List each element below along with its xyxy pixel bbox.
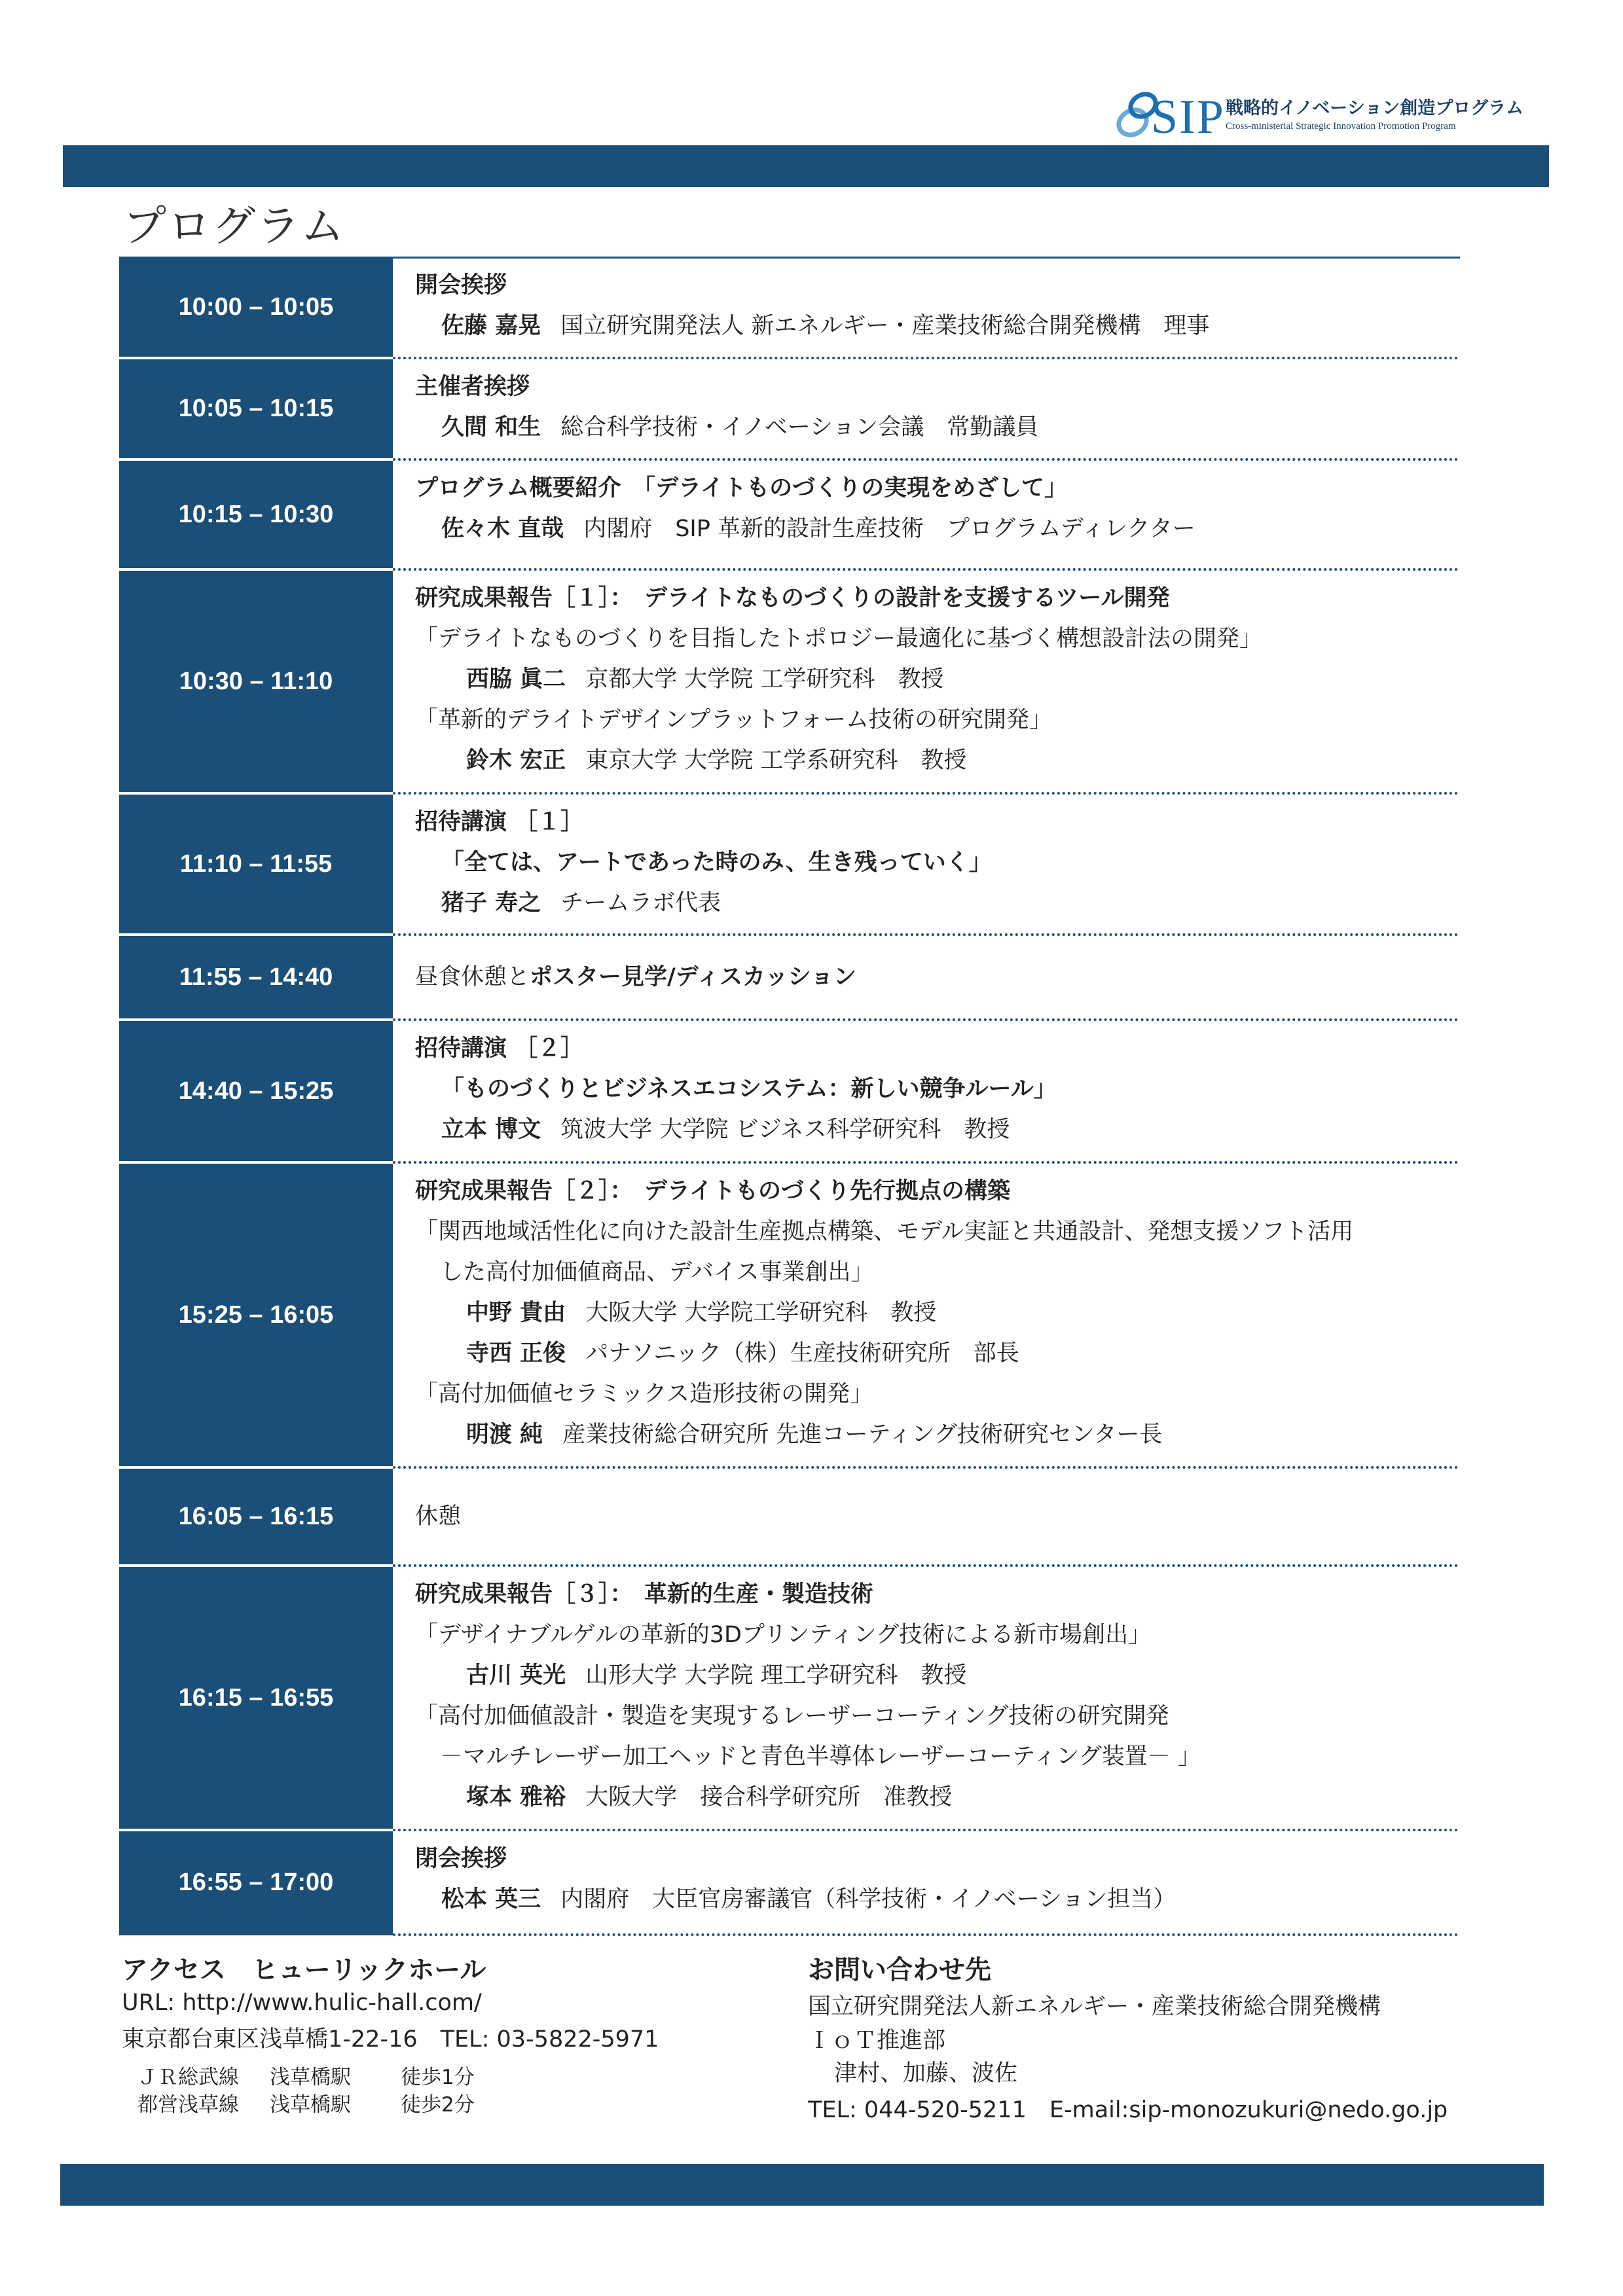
speaker-name: 久間 和生 [441, 414, 541, 440]
time-slot: 10:30 – 11:10 [179, 667, 333, 695]
session-title: ポスター見学/ディスカッション [530, 964, 856, 990]
session-text-line [415, 1177, 1010, 1206]
speaker-name: 塚本 雅裕 [466, 1784, 566, 1810]
session-title: 招待講演 ［１］ [415, 809, 584, 835]
session-text: 「高付加価値設計・製造を実現するレーザーコーティング技術の研究開発 [415, 1703, 1169, 1729]
speaker-name: 佐々木 直哉 [441, 516, 564, 542]
page-title: プログラム [123, 201, 346, 251]
speaker-line [466, 746, 966, 775]
contact-department: ＩｏＴ推進部 [808, 2028, 946, 2054]
route-line: 都営浅草線 [137, 2093, 239, 2117]
contact-tel-email[interactable]: TEL: 044-520-5211 E-mail:sip-monozukuri@nedo.go.jp [808, 2097, 1448, 2123]
session-text-line [415, 624, 1262, 653]
route-station: 浅草橋駅 [270, 2093, 351, 2117]
session-title: 研究成果報告［２］： デライトものづくり先行拠点の構築 [415, 1178, 1010, 1204]
contact-organization: 国立研究開発法人新エネルギー・産業技術総合開発機構 [808, 1994, 1381, 2020]
speaker-name: 明渡 純 [466, 1422, 543, 1448]
session-text-line [415, 1580, 873, 1609]
program-row [119, 1020, 1459, 1162]
speaker-line [441, 889, 721, 918]
speaker-affiliation: 産業技術総合研究所 先進コーティング技術研究センター長 [562, 1422, 1163, 1448]
time-slot: 11:55 – 14:40 [179, 963, 333, 991]
time-slot: 16:15 – 16:55 [178, 1683, 334, 1712]
speaker-name: 立本 博文 [441, 1117, 541, 1143]
speaker-affiliation: 内閣府 大臣官房審議官（科学技術・イノベーション担当） [560, 1886, 1176, 1912]
program-row [119, 1162, 1459, 1467]
speaker-affiliation: パナソニック（株）生産技術研究所 部長 [585, 1340, 1019, 1367]
session-title: 招待講演 ［２］ [415, 1035, 584, 1062]
session-text-line [415, 1621, 1151, 1649]
speaker-name: 古川 英光 [466, 1662, 566, 1689]
session-text: 昼食休憩と [415, 964, 530, 990]
session-title: 研究成果報告［３］： 革新的生産・製造技術 [415, 1581, 874, 1607]
session-text-line [441, 1075, 1057, 1103]
program-row [119, 1830, 1459, 1935]
session-text: した高付加価値商品、デバイス事業創出」 [440, 1259, 874, 1285]
session-title: 主催者挨拶 [415, 374, 530, 400]
speaker-affiliation: 筑波大学 大学院 ビジネス科学研究科 教授 [560, 1117, 1010, 1143]
time-slot: 16:55 – 17:00 [178, 1868, 334, 1896]
logo-sip-text: SIP [1151, 90, 1225, 144]
speaker-name: 猪子 寿之 [441, 890, 541, 916]
session-text-line [440, 1258, 874, 1287]
access-heading: アクセス ヒューリックホール [122, 1955, 486, 1985]
speaker-affiliation: 内閣府 SIP 革新的設計生産技術 プログラムディレクター [583, 516, 1195, 542]
session-title: 開会挨拶 [415, 272, 507, 298]
speaker-affiliation: 大阪大学 接合科学研究所 准教授 [585, 1784, 953, 1810]
program-row [119, 1467, 1459, 1566]
session-text: 休憩 [415, 1503, 462, 1530]
footer-band [60, 2164, 1544, 2206]
speaker-affiliation: チームラボ代表 [560, 890, 721, 916]
program-row [119, 793, 1459, 935]
session-text-line [415, 808, 583, 836]
time-slot: 10:05 – 10:15 [178, 395, 334, 422]
session-text: 「デザイナブルゲルの革新的3Dプリンティング技術による新市場創出」 [415, 1622, 1152, 1648]
session-text: 「革新的デライトデザインプラットフォーム技術の研究開発」 [415, 707, 1053, 733]
time-slot: 16:05 – 16:15 [178, 1502, 334, 1530]
route-line: ＪＲ総武線 [137, 2066, 239, 2089]
program-row [119, 459, 1459, 569]
session-text-line [415, 1844, 507, 1873]
speaker-name: 中野 貴由 [466, 1300, 566, 1326]
program-table [119, 257, 1459, 1935]
speaker-line [466, 1299, 936, 1327]
speaker-line [441, 312, 1209, 340]
session-text: 「デライトなものづくりを目指したトポロジー最適化に基づく構想設計法の開発」 [415, 626, 1262, 652]
session-text-line [441, 848, 992, 877]
session-text-line [415, 271, 507, 300]
speaker-name: 寺西 正俊 [466, 1340, 566, 1367]
speaker-line [466, 1661, 966, 1690]
session-text: 「高付加価値セラミックス造形技術の開発」 [415, 1381, 873, 1407]
session-text-line [415, 1380, 873, 1408]
speaker-name: 西脇 眞二 [466, 666, 566, 692]
time-slot: 14:40 – 15:25 [178, 1077, 334, 1105]
speaker-line [466, 1420, 1162, 1449]
program-row [119, 1566, 1459, 1830]
speaker-line [466, 1339, 1019, 1368]
speaker-affiliation: 山形大学 大学院 理工学研究科 教授 [585, 1662, 967, 1689]
program-row [119, 569, 1459, 793]
time-slot: 10:00 – 10:05 [178, 293, 334, 321]
dotted-divider [393, 1933, 1459, 1936]
speaker-line [441, 413, 1038, 442]
time-slot: 15:25 – 16:05 [178, 1300, 334, 1329]
logo-japanese-name: 戦略的イノベーション創造プログラム [1226, 98, 1523, 118]
session-text-line [415, 474, 1067, 503]
speaker-line [441, 514, 1195, 543]
program-row [119, 257, 1459, 358]
sip-logo [1106, 82, 1539, 147]
speaker-line [466, 665, 943, 694]
speaker-line [441, 1115, 1010, 1144]
speaker-affiliation: 東京大学 大学院 工学系研究科 教授 [585, 747, 967, 774]
session-title: 「全ては、アートであった時のみ、生き残っていく」 [441, 850, 992, 876]
session-text-line [415, 584, 1170, 613]
session-title: 研究成果報告［１］： デライトなものづくりの設計を支援するツール開発 [415, 585, 1170, 611]
session-text-line [440, 1742, 1201, 1771]
speaker-affiliation: 京都大学 大学院 工学研究科 教授 [585, 666, 944, 692]
speaker-name: 佐藤 嘉晃 [441, 313, 541, 339]
logo-english-name: Cross-ministerial Strategic Innovation Promotion Program [1226, 121, 1456, 132]
speaker-line [441, 1885, 1176, 1914]
speaker-name: 松本 英三 [441, 1886, 541, 1912]
program-row [119, 358, 1459, 459]
speaker-affiliation: 大阪大学 大学院工学研究科 教授 [585, 1300, 937, 1326]
route-walk: 徒歩1分 [401, 2066, 475, 2089]
session-text-line [415, 1217, 1353, 1246]
contact-heading: お問い合わせ先 [808, 1955, 991, 1985]
session-text-line [415, 1034, 583, 1063]
session-text: －マルチレーザー加工ヘッドと青色半導体レーザーコーティング装置－ 」 [440, 1744, 1201, 1770]
speaker-affiliation: 国立研究開発法人 新エネルギー・産業技術総合開発機構 理事 [560, 313, 1210, 339]
time-slot: 11:10 – 11:55 [179, 850, 333, 878]
program-row [119, 935, 1459, 1020]
session-title: 閉会挨拶 [415, 1846, 507, 1872]
header-band [63, 145, 1549, 187]
session-title: プログラム概要紹介 「デライトものづくりの実現をめざして」 [415, 475, 1068, 501]
time-slot: 10:15 – 10:30 [178, 500, 334, 528]
session-text-line [415, 1702, 1169, 1731]
speaker-line [466, 1783, 952, 1812]
route-station: 浅草橋駅 [270, 2066, 351, 2089]
speaker-affiliation: 総合科学技術・イノベーション会議 常勤議員 [560, 414, 1039, 440]
contact-people: 津村、加藤、波佐 [834, 2060, 1018, 2087]
session-text: 「関西地域活性化に向けた設計生産拠点構築、モデル実証と共通設計、発想支援ソフト活用 [415, 1219, 1354, 1245]
session-text-line [415, 1502, 461, 1531]
session-text-line [415, 963, 856, 992]
route-walk: 徒歩2分 [401, 2093, 475, 2117]
session-text-line [415, 372, 530, 401]
speaker-name: 鈴木 宏正 [466, 747, 566, 774]
access-url[interactable]: URL: http://www.hulic-hall.com/ [122, 1990, 482, 2016]
access-address: 東京都台東区浅草橋1-22-16 TEL: 03-5822-5971 [122, 2026, 659, 2053]
session-title: 「ものづくりとビジネスエコシステム：新しい競争ルール」 [441, 1076, 1057, 1102]
session-text-line [415, 706, 1052, 734]
